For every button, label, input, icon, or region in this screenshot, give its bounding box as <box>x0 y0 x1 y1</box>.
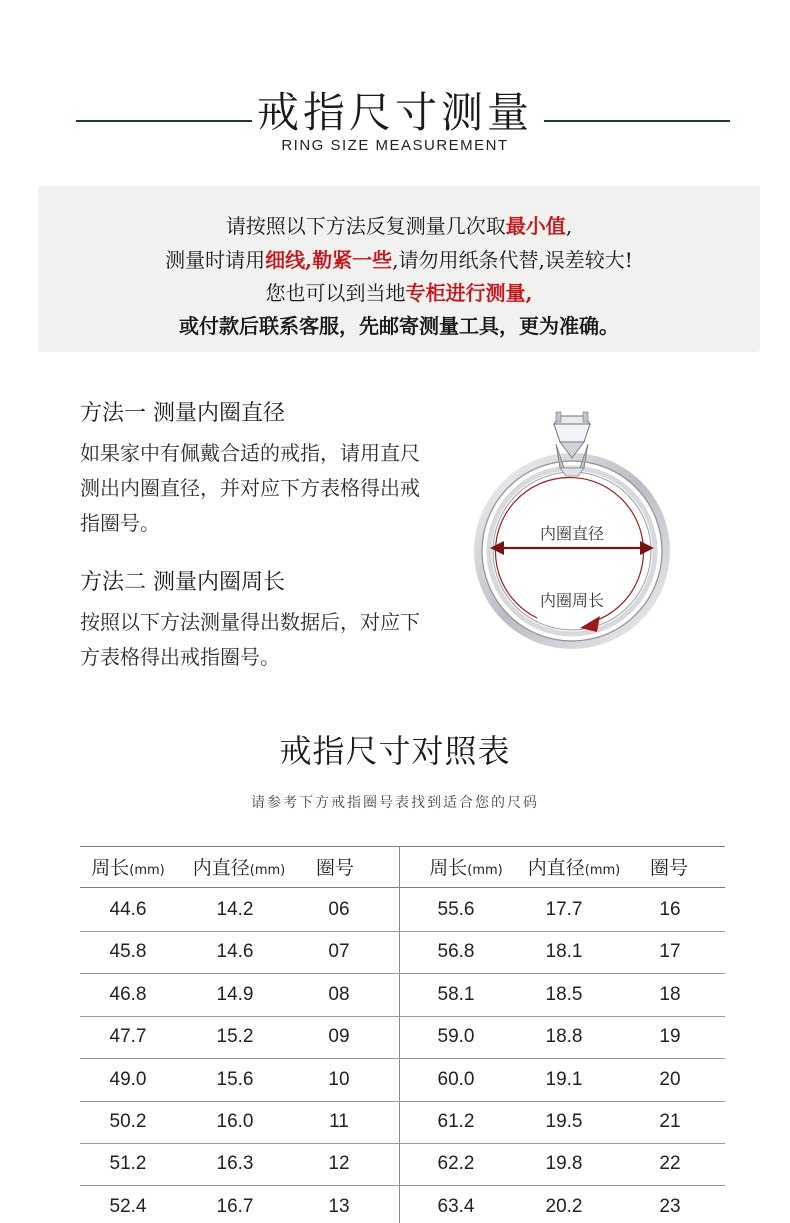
cell-right-diam: 18.1 <box>545 941 583 963</box>
cell-left-circ: 44.6 <box>109 899 147 920</box>
cell-right-diam: 20.2 <box>545 1195 583 1217</box>
cell-right-size: 21 <box>659 1111 681 1132</box>
cell-left-circ: 49.0 <box>109 1068 147 1090</box>
size-table-title: 戒指尺寸对照表 <box>279 732 511 770</box>
cell-left-size: 11 <box>329 1111 349 1132</box>
cell-right-circ: 58.1 <box>437 983 475 1005</box>
cell-right-circ: 56.8 <box>437 941 475 963</box>
cell-left-size: 12 <box>328 1153 350 1175</box>
cell-right-size: 18 <box>659 983 681 1005</box>
cell-left-size: 09 <box>328 1026 350 1048</box>
notice-highlight-thread: 细线,勒紧一些 <box>265 248 393 272</box>
row-separator <box>80 1185 725 1186</box>
cell-right-circ: 55.6 <box>437 899 475 920</box>
header-size-right: 圈号 <box>649 857 688 879</box>
cell-right-size: 22 <box>659 1153 681 1175</box>
cell-left-circ: 52.4 <box>109 1195 147 1217</box>
cell-left-circ: 50.2 <box>109 1111 147 1132</box>
size-table-subtitle: 请参考下方戒指圈号表找到适合您的尺码 <box>251 795 539 811</box>
cell-left-diam: 14.6 <box>216 941 254 963</box>
ring-diagram <box>460 396 690 656</box>
cell-left-circ: 46.8 <box>109 983 147 1005</box>
method-2-title: 方法二 测量内圈周长 <box>80 570 285 595</box>
notice-box <box>38 186 760 352</box>
row-separator <box>80 931 725 932</box>
row-separator <box>80 1101 725 1102</box>
cell-right-diam: 18.5 <box>545 983 583 1005</box>
cell-left-diam: 15.6 <box>216 1068 254 1090</box>
cell-right-size: 23 <box>659 1195 681 1217</box>
cell-left-size: 13 <box>328 1195 350 1217</box>
header-size-left: 圈号 <box>315 857 354 879</box>
row-separator <box>80 1143 725 1144</box>
cell-right-diam: 19.5 <box>545 1111 583 1132</box>
notice-line-3: 您也可以到当地专柜进行测量, <box>265 281 533 305</box>
cell-left-circ: 45.8 <box>109 941 147 963</box>
method-2-text: 按照以下方法测量得出数据后，对应下方表格得出戒指圈号。 <box>80 610 420 669</box>
notice-line-2: 测量时请用细线,勒紧一些,请勿用纸条代替,误差较大! <box>165 248 633 272</box>
cell-right-circ: 62.2 <box>437 1153 475 1175</box>
notice-line-1: 请按照以下方法反复测量几次取最小值, <box>225 214 573 238</box>
row-separator <box>80 973 725 974</box>
cell-right-size: 16 <box>659 899 681 920</box>
method-1-title: 方法一 测量内圈直径 <box>80 401 285 426</box>
cell-left-size: 10 <box>328 1068 350 1090</box>
row-separator <box>80 1058 725 1059</box>
notice-highlight-min: 最小值 <box>505 214 566 238</box>
diameter-label: 内圈直径 <box>539 524 605 543</box>
cell-right-circ: 61.2 <box>437 1111 475 1132</box>
header-circumference-right: 周长(mm) <box>429 857 503 879</box>
table-header-rule <box>80 887 725 888</box>
cell-right-size: 17 <box>659 941 681 963</box>
cell-right-diam: 19.8 <box>545 1153 583 1175</box>
cell-right-diam: 19.1 <box>545 1068 583 1090</box>
page-title: 戒指尺寸测量 <box>256 88 533 137</box>
cell-right-size: 19 <box>659 1026 681 1048</box>
cell-left-diam: 14.2 <box>216 899 254 920</box>
table-top-rule <box>80 846 725 847</box>
cell-right-circ: 59.0 <box>437 1026 475 1048</box>
cell-right-size: 20 <box>659 1068 681 1090</box>
cell-left-size: 06 <box>328 899 350 920</box>
table-center-divider <box>399 846 400 1223</box>
header-diameter-right: 内直径(mm) <box>527 857 621 879</box>
header-circumference-left: 周长(mm) <box>91 857 165 879</box>
cell-left-circ: 47.7 <box>109 1026 147 1048</box>
notice-line-4: 或付款后联系客服，先邮寄测量工具，更为准确。 <box>179 314 619 338</box>
cell-left-circ: 51.2 <box>109 1153 147 1175</box>
page-subtitle: RING SIZE MEASUREMENT <box>281 137 509 154</box>
method-1-text: 如果家中有佩戴合适的戒指，请用直尺测出内圈直径，并对应下方表格得出戒指圈号。 <box>80 441 420 535</box>
cell-left-diam: 14.9 <box>216 983 254 1005</box>
cell-right-circ: 63.4 <box>437 1195 475 1217</box>
circumference-label: 内圈周长 <box>539 591 605 610</box>
header-diameter-left: 内直径(mm) <box>192 857 286 879</box>
row-separator <box>80 1016 725 1017</box>
notice-highlight-counter: 专柜进行测量, <box>405 281 533 305</box>
cell-right-circ: 60.0 <box>437 1068 475 1090</box>
cell-right-diam: 17.7 <box>545 899 583 920</box>
cell-left-size: 07 <box>328 941 350 963</box>
cell-left-diam: 16.0 <box>216 1111 254 1132</box>
cell-left-size: 08 <box>328 983 350 1005</box>
cell-right-diam: 18.8 <box>545 1026 583 1048</box>
cell-left-diam: 15.2 <box>216 1026 254 1048</box>
cell-left-diam: 16.7 <box>216 1195 254 1217</box>
cell-left-diam: 16.3 <box>216 1153 254 1175</box>
